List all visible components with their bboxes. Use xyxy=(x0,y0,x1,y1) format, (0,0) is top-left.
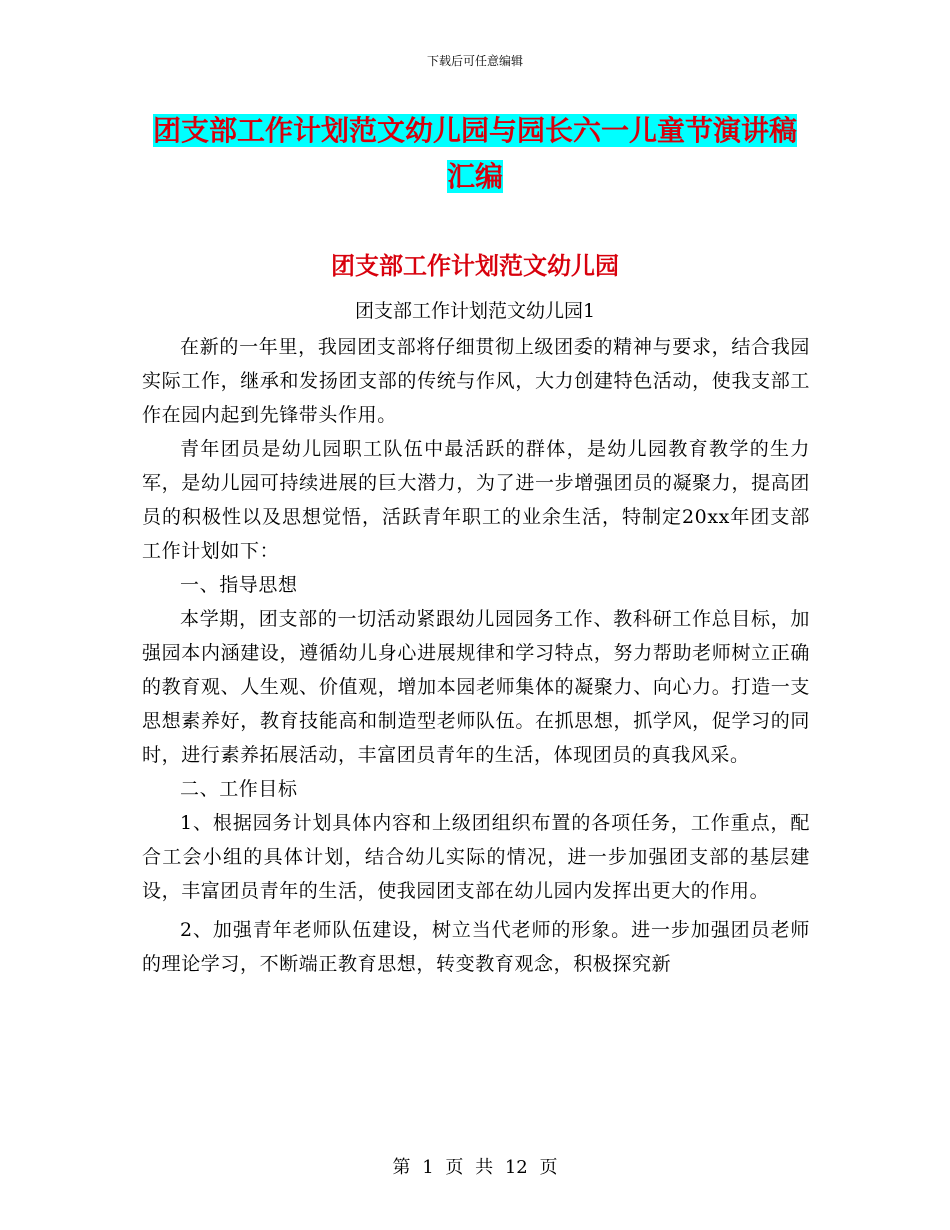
subheading: 团支部工作计划范文幼儿园1 xyxy=(354,300,596,322)
page-footer-pagination: 第 1 页 共 12 页 xyxy=(392,1157,558,1178)
document-title xyxy=(140,108,810,200)
paragraph-background: 青年团员是幼儿园职工队伍中最活跃的群体，是幼儿园教育教学的生力军，是幼儿园可持续进展的巨大潜力，为了进一步增强团员的凝聚力，提高团员的积极性以及思想觉悟，活跃青年职工的业余生活，特制定20xx年团支部工作计划如下： xyxy=(142,438,810,562)
page-header-note: 下载后可任意编辑 xyxy=(426,54,523,68)
heading-guiding-ideology: 一、指导思想 xyxy=(180,574,298,596)
document-title-line1: 团支部工作计划范文幼儿园与园长六一儿童节演讲稿 xyxy=(152,114,797,147)
heading-work-goals: 二、工作目标 xyxy=(180,778,298,800)
document-title-line2: 汇编 xyxy=(446,160,503,193)
paragraph-guiding-ideology: 本学期，团支部的一切活动紧跟幼儿园园务工作、教科研工作总目标，加强园本内涵建设，遵循幼儿身心进展规律和学习特点，努力帮助老师树立正确的教育观、人生观、价值观，增加本园老师集体的凝聚力、向心力。打造一支思想素养好，教育技能高和制造型老师队伍。在抓思想，抓学风，促学习的同时，进行素养拓展活动，丰富团员青年的生活，体现团员的真我风采。 xyxy=(142,608,810,766)
section-title: 团支部工作计划范文幼儿园 xyxy=(331,252,619,280)
paragraph-intro: 在新的一年里，我园团支部将仔细贯彻上级团委的精神与要求，结合我园实际工作，继承和发扬团支部的传统与作风，大力创建特色活动，使我支部工作在园内起到先锋带头作用。 xyxy=(142,336,810,426)
document-body xyxy=(142,330,810,981)
paragraph-goal-1: 1、根据园务计划具体内容和上级团组织布置的各项任务，工作重点，配合工会小组的具体计划，结合幼儿实际的情况，进一步加强团支部的基层建设，丰富团员青年的生活，使我园团支部在幼儿园内发挥出更大的作用。 xyxy=(142,812,810,902)
paragraph-goal-2: 2、加强青年老师队伍建设，树立当代老师的形象。进一步加强团员老师的理论学习，不断端正教育思想，转变教育观念，积极探究新 xyxy=(142,919,810,975)
